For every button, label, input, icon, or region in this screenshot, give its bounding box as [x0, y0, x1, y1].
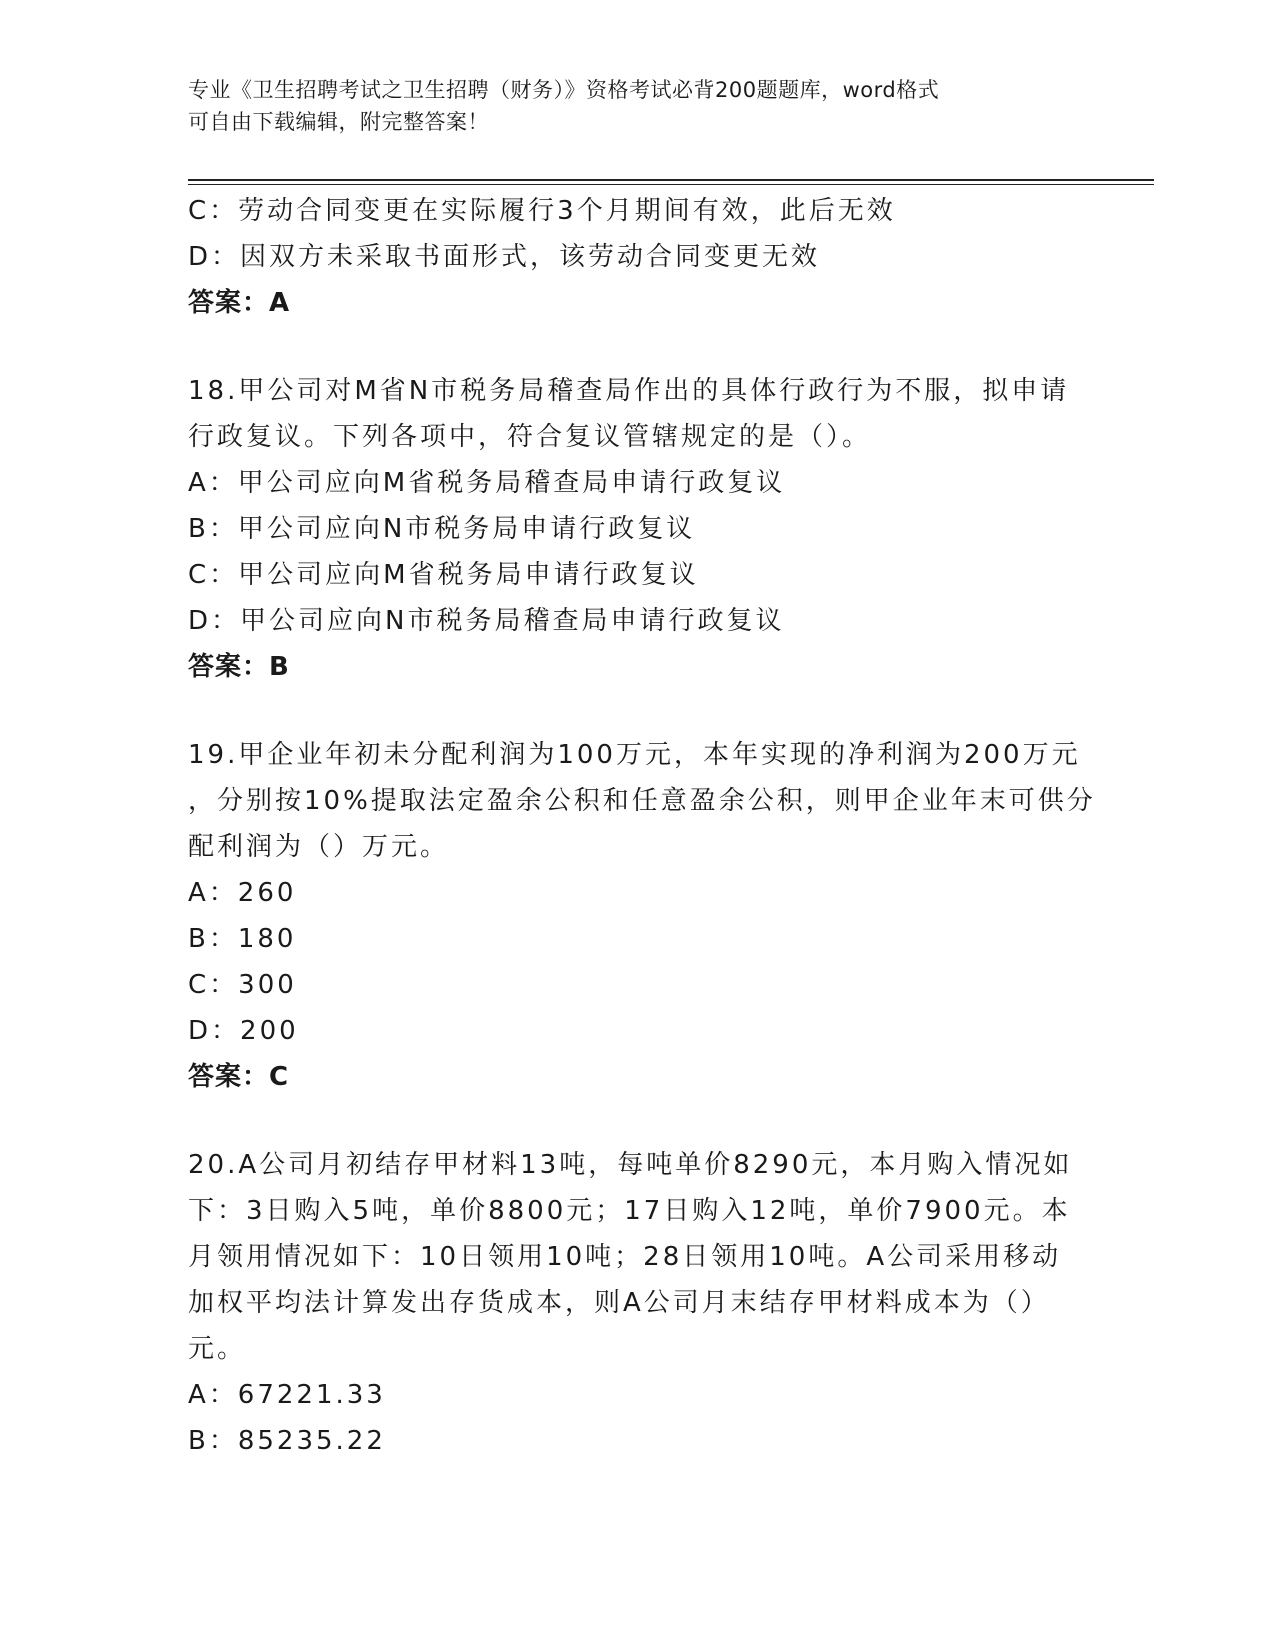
question-18 — [188, 368, 1088, 690]
header-line-1: 专业《卫生招聘考试之卫生招聘（财务）》资格考试必背200题题库，word格式 — [188, 78, 940, 102]
q17-answer: 答案：A — [188, 288, 291, 318]
q19-stem-line-2: ，分别按10%提取法定盈余公积和任意盈余公积，则甲企业年末可供分 — [188, 786, 1096, 816]
q19-option-d: D：200 — [188, 1016, 299, 1046]
q20-stem-line-2: 下：3日购入5吨，单价8800元；17日购入12吨，单价7900元。本 — [188, 1196, 1071, 1226]
q20-stem-line-4: 加权平均法计算发出存货成本，则A公司月末结存甲材料成本为（） — [188, 1288, 1050, 1318]
header-rule-thin — [188, 184, 1154, 185]
question-20 — [188, 1142, 1088, 1464]
question-17 — [188, 188, 1088, 326]
q20-stem-line-3: 月领用情况如下：10日领用10吨；28日领用10吨。A公司采用移动 — [188, 1242, 1062, 1272]
q20-stem-line-5: 元。 — [188, 1334, 247, 1364]
q18-option-b: B：甲公司应向N市税务局申请行政复议 — [188, 514, 696, 544]
q18-option-a: A：甲公司应向M省税务局稽查局申请行政复议 — [188, 468, 786, 498]
spacer — [188, 690, 1088, 732]
q17-option-c: C：劳动合同变更在实际履行3个月期间有效，此后无效 — [188, 196, 896, 226]
question-19 — [188, 732, 1096, 1100]
header-rule-thick — [188, 179, 1154, 181]
q18-stem-line-1: 18.甲公司对M省N市税务局稽查局作出的具体行政行为不服，拟申请 — [188, 376, 1070, 406]
question-list — [188, 188, 1096, 1464]
q19-option-a: A：260 — [188, 878, 297, 908]
q19-option-c: C：300 — [188, 970, 297, 1000]
q19-stem-line-3: 配利润为（）万元。 — [188, 832, 450, 862]
q18-option-d: D：甲公司应向N市税务局稽查局申请行政复议 — [188, 606, 785, 636]
document-header — [188, 74, 1068, 138]
q20-stem-line-1: 20.A公司月初结存甲材料13吨，每吨单价8290元，本月购入情况如 — [188, 1150, 1073, 1180]
q18-answer: 答案：B — [188, 652, 290, 682]
header-line-2: 可自由下载编辑，附完整答案！ — [188, 110, 489, 134]
q20-option-b: B：85235.22 — [188, 1426, 386, 1456]
q19-answer: 答案：C — [188, 1062, 290, 1092]
spacer — [188, 326, 1088, 368]
q19-option-b: B：180 — [188, 924, 297, 954]
q18-option-c: C：甲公司应向M省税务局申请行政复议 — [188, 560, 699, 590]
spacer — [188, 1100, 1088, 1142]
q20-option-a: A：67221.33 — [188, 1380, 386, 1410]
q18-stem-line-2: 行政复议。下列各项中，符合复议管辖规定的是（）。 — [188, 422, 872, 452]
q19-stem-line-1: 19.甲企业年初未分配利润为100万元，本年实现的净利润为200万元 — [188, 740, 1081, 770]
q17-option-d: D：因双方未采取书面形式，该劳动合同变更无效 — [188, 242, 821, 272]
